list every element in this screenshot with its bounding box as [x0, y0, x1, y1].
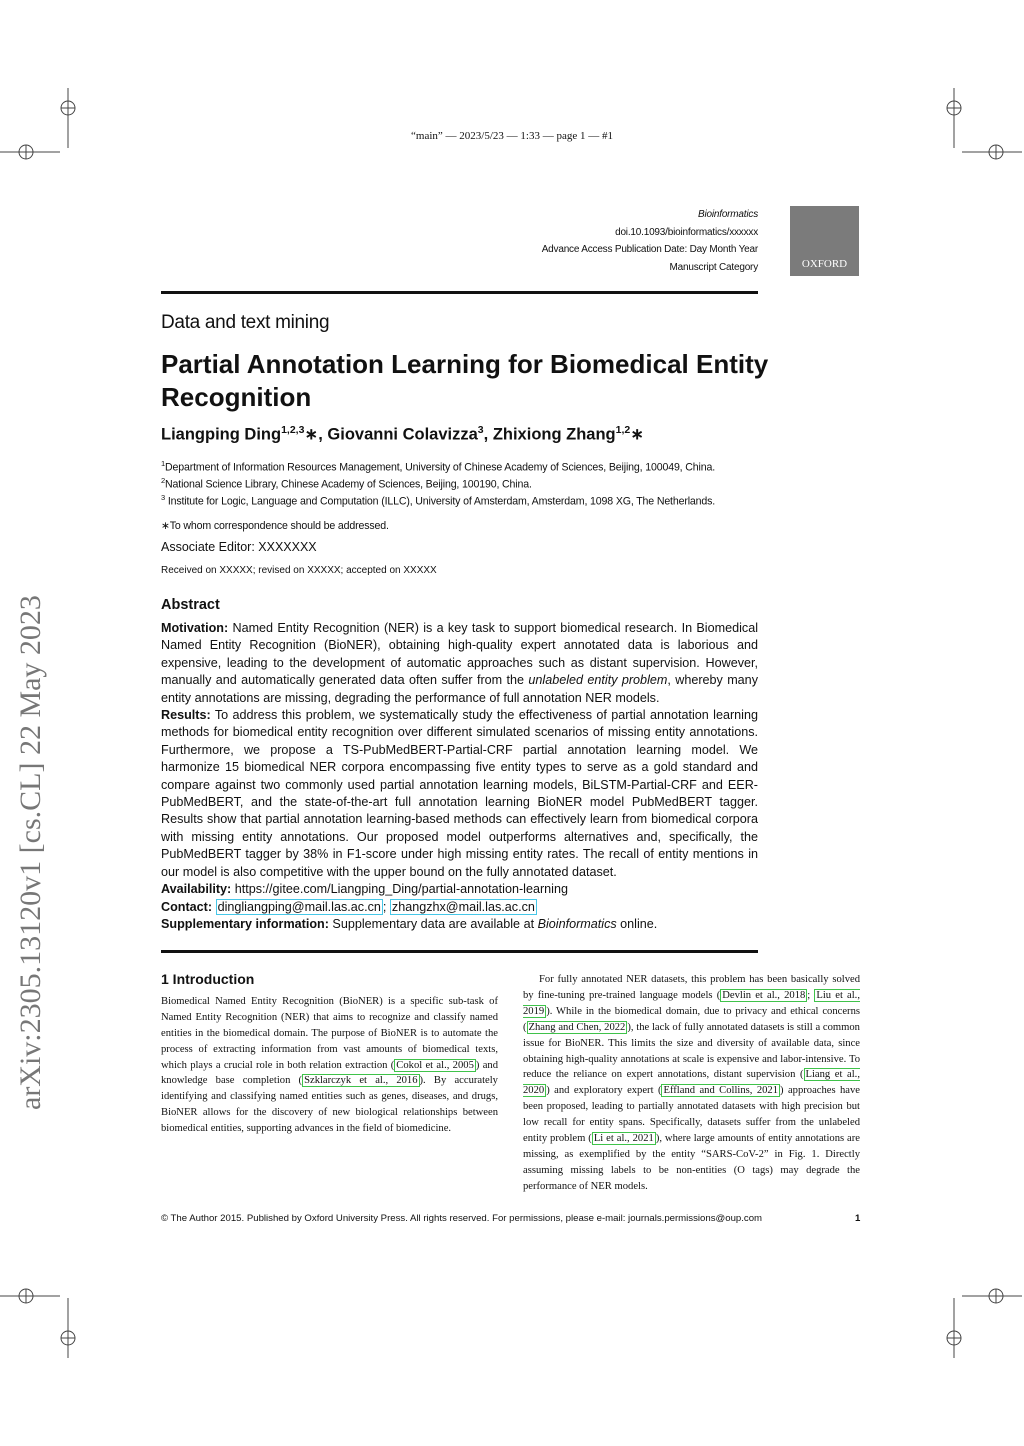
article-category: Data and text mining — [161, 312, 330, 333]
top-rule — [161, 291, 758, 294]
abstract-heading: Abstract — [161, 597, 220, 613]
oxford-logo — [790, 206, 859, 276]
section-heading: 1 Introduction — [161, 971, 255, 987]
crop-mark-bottom-right — [924, 1298, 984, 1358]
article-title: Partial Annotation Learning for Biomedical Entity Recognition — [161, 349, 769, 412]
received-dates: Received on XXXXX; revised on XXXXX; accepted on XXXXX — [161, 565, 437, 576]
citation-link[interactable]: Zhang and Chen, 2022 — [528, 1021, 626, 1033]
intro-column-left — [161, 972, 498, 1137]
citation-link[interactable]: Liang et al., 2020 — [523, 1069, 860, 1097]
author-affil: 1,2 — [615, 424, 631, 436]
bottom-rule — [161, 950, 758, 953]
citation-link[interactable]: Effland and Collins, 2021 — [663, 1085, 779, 1097]
abstract-motivation: Motivation: Named Entity Recognition (NER) is a key task to support biomedical research. In Biomedical Named Entity Recognition (BioNER), obtaining high-quality expert annotated data is laborious and expensive, leading to the development of automatic approaches such as distant supervision. However, manually and automatically generated data often suffer from the unlabeled entity problem, whereby many entity annotations are missing, degrading the performance of full annotation NER models. — [161, 621, 758, 705]
affiliation: $^1$Department of Information Resources Management, University of Chinese Academy of Sciences, Beijing, 100049, China. — [161, 459, 715, 474]
journal-doi: doi.10.1093/bioinformatics/xxxxxx — [615, 226, 758, 238]
running-header: “main” — 2023/5/23 — 1:33 — page 1 — #1 — [411, 130, 613, 142]
affiliation: $^3$ Institute for Logic, Language and Computation (ILLC), University of Amsterdam, Amsterdam, 1098 XG, The Netherlands. — [161, 493, 716, 508]
contact-email-link[interactable]: dingliangping@mail.las.ac.cn — [217, 899, 381, 914]
author-name: Giovanni Colavizza — [327, 425, 478, 444]
abstract-availability: Availability: https://gitee.com/Liangping_Ding/partial-annotation-learning — [161, 882, 568, 897]
oxford-logo-text: OXFORD — [801, 258, 848, 270]
contact-email-link[interactable]: zhangzhx@mail.las.ac.cn — [391, 899, 535, 914]
associate-editor: Associate Editor: XXXXXXX — [161, 540, 317, 554]
citation-link[interactable]: Cokol et al., 2005 — [396, 1059, 474, 1071]
journal-info — [542, 206, 758, 276]
copyright-footer: © The Author 2015. Published by Oxford University Press. All rights reserved. For permissions, please e-mail: journals.permissions@oup.com — [161, 1213, 763, 1224]
abstract — [161, 597, 758, 933]
author-mark: ∗ — [630, 425, 645, 444]
citation-link[interactable]: Devlin et al., 2018 — [722, 989, 806, 1001]
affiliation: $^2$National Science Library, Chinese Academy of Sciences, Beijing, 100190, China. — [161, 476, 532, 491]
abstract-results: Results: To address this problem, we systematically study the effectiveness of partial annotation learning methods for biomedical entity recognition over different simulated scenarios of missing entity annotations. Furthermore, we propose a TS-PubMedBERT-Partial-CRF partial annotation learning model. We harmonize 15 biomedical NER corpora encompassing five entity types to serve as a gold standard and compare against two commonly used partial annotation learning models, BiLSTM-Partial-CRF and EER-PubMedBERT, and the state-of-the-art full annotation learning BioNER model PubMedBERT tagger. Results show that partial annotation learning-based methods can effectively learn from biomedical corpora with missing entity annotations. Our proposed model outperforms alternatives and, specifically, the PubMedBERT tagger by 38% in F1-score under high missing entity rates. The recall of entity mentions in our model is also competitive with the upper bound on the fully annotated dataset. — [161, 708, 758, 879]
citation-link[interactable]: Szklarczyk et al., 2016 — [304, 1075, 418, 1087]
availability-link[interactable]: https://gitee.com/Liangping_Ding/partial-annotation-learning — [231, 882, 568, 897]
abstract-contact: Contact: dingliangping@mail.las.ac.cn ; zhangzhx@mail.las.ac.cn — [161, 899, 535, 914]
author-name: Liangping Ding — [161, 425, 282, 444]
intro-column-right — [523, 972, 860, 1195]
correspondence-note: ∗To whom correspondence should be addressed. — [161, 520, 389, 532]
author-name: Zhixiong Zhang — [492, 425, 616, 444]
author-affil: 1,2,3 — [281, 424, 305, 436]
journal-name: Bioinformatics — [698, 209, 758, 220]
manuscript-category: Manuscript Category — [669, 261, 758, 273]
publication-date: Advance Access Publication Date: Day Month Year — [541, 244, 758, 255]
author-list: Liangping Ding$^{1,2,3}$∗, Giovanni Colavizza$^3$, Zhixiong Zhang$^{1,2}$∗ — [161, 424, 645, 444]
page-number: 1 — [855, 1213, 861, 1224]
abstract-supplementary: Supplementary information: Supplementary data are available at Bioinformatics online. — [161, 916, 658, 931]
citation-link[interactable]: Liu et al., 2019 — [523, 989, 860, 1017]
intro-paragraph: Biomedical Named Entity Recognition (BioNER) is a specific sub-task of Named Entity Recognition (NER) that aims to recognize and classify named entities in the biomedical domain. The purpose of BioNER is to automate the process of extracting information from vast amounts of biomedical texts, which plays a crucial role in both relation extraction ( Cokol et al., 2005 ) and knowledge base completion ( Szklarczyk et al., 2016 ). By accurately identifying and classifying named entities such as genes, diseases, and drugs, BioNER allows for the discovery of new biological relationships between biomedical entities, supporting advances in the field of biomedicine. — [161, 995, 499, 1135]
arxiv-stamp: arXiv:2305.13120v1 [cs.CL] 22 May 2023 — [14, 595, 47, 1110]
author-affil: 3 — [477, 424, 484, 436]
intro-paragraph: For fully annotated NER datasets, this problem has been basically solved by fine-tuning pre-trained language models ( Devlin et al., 2018 ; Liu et al., 2019 ). While in the biomedical domain, due to privacy and ethical concerns ( Zhang and Chen, 2022 ), the lack of fully annotated datasets is still a common issue for BioNER. This limits the size and diversity of available data, since obtaining high-quality annotations at scale is expensive and labor-intensive. To reduce the reliance on expert annotations, distant supervision ( Liang et al., 2020 ) and exploratory expert ( Effland and Collins, 2021 ) approaches have been proposed, leading to partially annotated datasets with high precision but low recall for entity spans. Specifically, datasets suffer from the unlabeled entity problem ( Li et al., 2021 ), where large amounts of entity annotations are missing, as exemplified by the entity “SARS-CoV-2” in Fig. 1. Directly assuming missing labels to be non-entities (O tags) may degrade the performance of NER models. — [523, 974, 861, 1192]
citation-link[interactable]: Li et al., 2021 — [593, 1133, 654, 1145]
crop-mark-bottom-left — [38, 1298, 98, 1358]
author-mark: ∗ — [304, 425, 319, 444]
